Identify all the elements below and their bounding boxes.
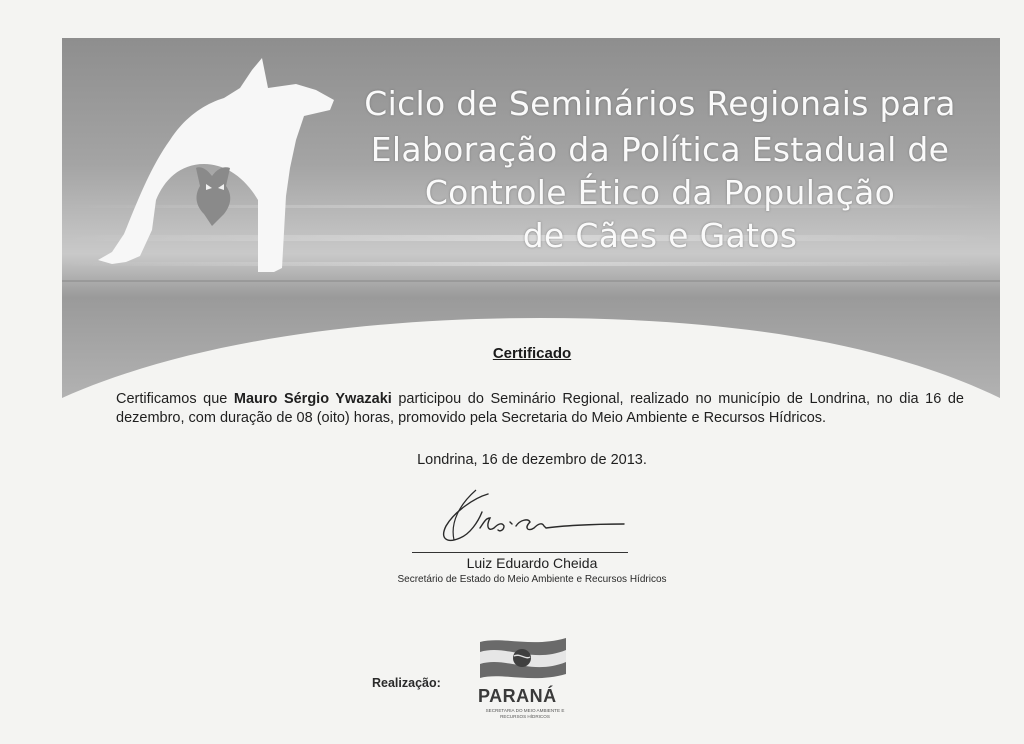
body-prefix: Certificamos que bbox=[116, 391, 228, 407]
banner-title-line-1: Ciclo de Seminários Regionais para bbox=[364, 84, 956, 123]
banner-title-line-3: Controle Ético da População bbox=[424, 173, 896, 212]
logo-name: PARANÁ bbox=[478, 686, 557, 706]
signature-mark bbox=[420, 482, 630, 552]
certificate-body bbox=[116, 390, 964, 428]
body-suffix: participou do Seminário Regional, realizado no município de Londrina, no dia 16 de dezembro, com duração de 08 (oito) horas, promovido pela Secretaria do Meio Ambiente e Recursos Hídricos. bbox=[116, 391, 964, 426]
realizacao-label: Realização: bbox=[372, 676, 441, 690]
place-date: Londrina, 16 de dezembro de 2013. bbox=[417, 452, 647, 468]
signatory-role: Secretário de Estado do Meio Ambiente e Recursos Hídricos bbox=[397, 574, 667, 585]
certificate-heading: Certificado bbox=[492, 345, 572, 362]
logo-subtitle: SECRETARIA DO MEIO AMBIENTE E RECURSOS HÍDRICOS bbox=[485, 708, 565, 719]
banner-title-line-4: de Cães e Gatos bbox=[522, 216, 798, 255]
banner-title-line-2: Elaboração da Política Estadual de bbox=[370, 130, 950, 169]
participant-name: Mauro Sérgio Ywazaki bbox=[233, 391, 392, 407]
signatory-name: Luiz Eduardo Cheida bbox=[466, 555, 598, 571]
parana-flag-icon bbox=[472, 634, 572, 684]
signature-line bbox=[412, 552, 628, 553]
